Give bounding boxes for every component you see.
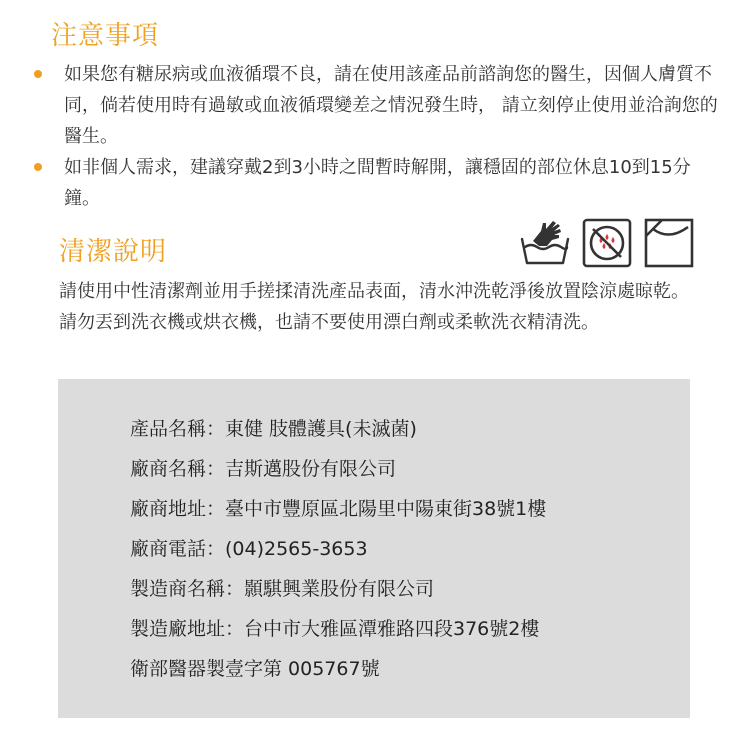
product-info-row: 衛部醫器製壹字第 005767號 (130, 658, 380, 680)
dry-in-shade-icon (643, 217, 695, 269)
care-instructions: 請使用中性清潔劑並用手搓揉清洗產品表面，清水沖洗乾淨後放置陰涼處晾乾。請勿丟到洗衣機或烘衣機，也請不要使用漂白劑或柔軟洗衣精清洗。 (59, 281, 689, 333)
product-info-list (130, 409, 546, 689)
notice-text: 如果您有糖尿病或血液循環不良，請在使用該產品前諮詢您的醫生，因個人膚質不同，倘若使用時有過敏或血液循環變差之情況發生時， 請立刻停止使用並洽詢您的醫生。 (64, 64, 718, 147)
product-info-panel (58, 379, 690, 718)
product-info-row: 製造廠地址：台中市大雅區潭雅路四段376號2樓 (130, 618, 540, 640)
product-info-row: 產品名稱：東健 肢體護具(未滅菌) (130, 418, 417, 440)
bullet-dot-icon (34, 163, 42, 171)
notice-item (34, 152, 724, 214)
care-title: 清潔說明 (59, 237, 168, 267)
notice-list (34, 59, 724, 214)
bullet-dot-icon (34, 70, 42, 78)
product-info-row: 製造商名稱：顥騏興業股份有限公司 (130, 578, 435, 600)
product-info-row: 廠商地址：臺中市豐原區北陽里中陽東街38號1樓 (130, 498, 547, 520)
product-info-row: 廠商電話：(04)2565-3653 (130, 538, 368, 560)
do-not-tumble-dry-icon (581, 217, 633, 269)
care-icons (519, 217, 695, 269)
notice-title: 注意事項 (51, 21, 160, 51)
notice-item (34, 59, 724, 152)
notice-text: 如非個人需求，建議穿戴2到3小時之間暫時解開，讓穩固的部位休息10到15分鐘。 (64, 157, 691, 209)
product-info-row: 廠商名稱：吉斯邁股份有限公司 (130, 458, 397, 480)
hand-wash-icon (519, 217, 571, 269)
